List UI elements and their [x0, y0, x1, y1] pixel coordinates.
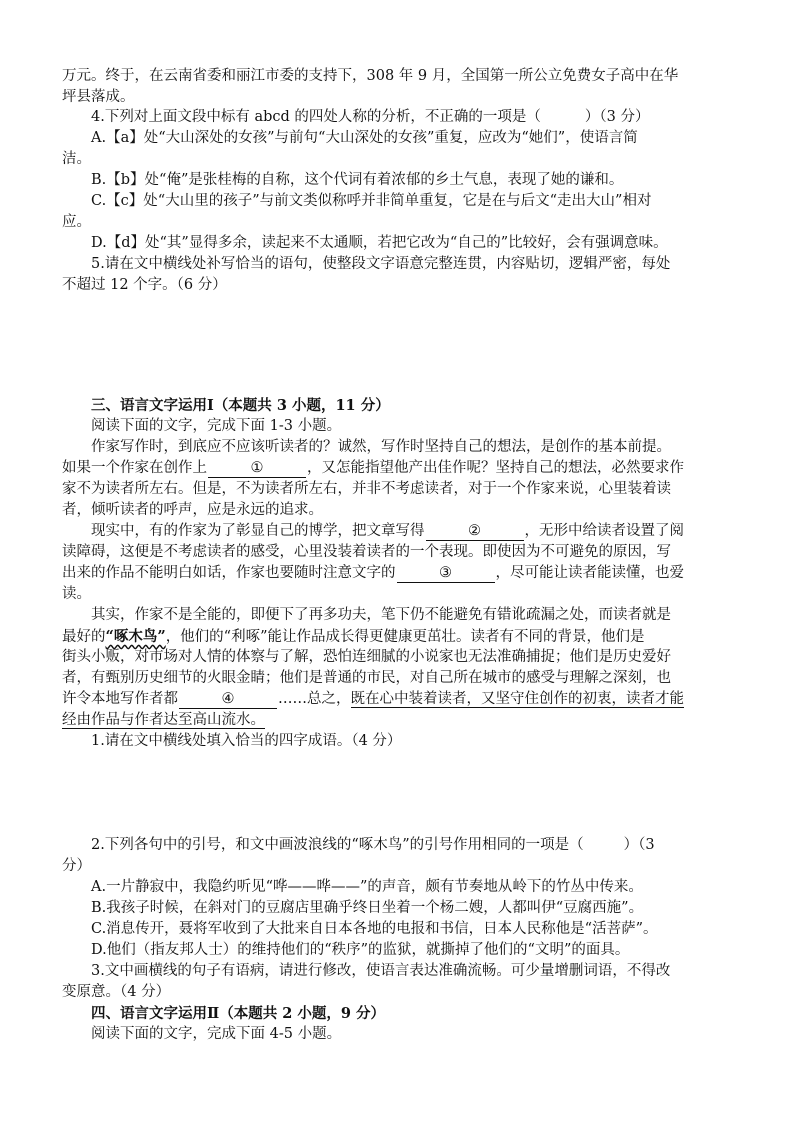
passage-line [62, 689, 684, 710]
passage-text: ，无形中给读者设置了阅 [524, 523, 684, 539]
question-4-points: ）（3 分） [584, 109, 650, 125]
section-3-intro: 阅读下面的文字，完成下面 1-3 小题。 [91, 418, 342, 434]
option-c: C.消息传开，聂将军收到了大批来自日本各地的电报和书信，日本人民称他是“活菩萨”。 [91, 921, 658, 937]
section-4-intro: 阅读下面的文字，完成下面 4-5 小题。 [91, 1026, 342, 1042]
passage-line: 作家写作时，到底应不应该听读者的？诚然，写作时坚持自己的想法，是创作的基本前提。 [91, 439, 671, 455]
option-b: B.我孩子时候，在斜对门的豆腐店里确乎终日坐着一个杨二嫂，人都叫伊“豆腐西施”。 [91, 900, 644, 916]
option-c: C.【c】处“大山里的孩子”与前文类似称呼并非简单重复，它是在与后文“走出大山”相对 [91, 193, 652, 209]
passage-line [62, 458, 684, 479]
section-3-heading: 三、语言文字运用Ⅰ（本题共 3 小题，11 分） [91, 397, 390, 414]
paragraph-line: 坪县落成。 [62, 89, 135, 105]
section-4-heading: 四、语言文字运用Ⅱ（本题共 2 小题，9 分） [91, 1005, 386, 1022]
passage-line: 其实，作家不是全能的，即便下了再多功夫，笔下仍不能避免有错讹疏漏之处，而读者就是 [91, 607, 671, 623]
passage-line [62, 563, 684, 584]
blank-1: ① [208, 459, 306, 478]
option-a: A.一片静寂中，我隐约听见“哗——哗——”的声音，颇有节奏地从岭下的竹丛中传来。 [91, 879, 643, 895]
underlined-sentence-cont: 经由作品与作者达至高山流水。 [62, 712, 265, 728]
question-2 [91, 835, 655, 856]
option-d: D.他们（指友邦人士）的维持他们的“秩序”的监狱，就撕掉了他们的“文明”的面具。 [91, 942, 630, 958]
option-a-cont: 洁。 [62, 151, 91, 167]
question-1: 1.请在文中横线处填入恰当的四字成语。（4 分） [91, 733, 402, 749]
option-a: A.【a】处“大山深处的女孩”与前句“大山深处的女孩”重复，应改为“她们”，使语言简 [91, 130, 638, 146]
passage-text: ……总之， [278, 691, 351, 707]
option-d: D.【d】处“其”显得多余，读起来不太通顺，若把它改为“自己的”比较好，会有强调意味。 [91, 235, 668, 251]
blank-2: ② [426, 522, 524, 541]
wavy-underlined-term: “啄木鸟” [105, 628, 166, 645]
question-2-points: ）（3 [623, 837, 655, 853]
question-4 [91, 107, 649, 128]
paragraph-line: 万元。终于，在云南省委和丽江市委的支持下，308 年 9 月，全国第一所公立免费女子高中在华 [62, 68, 679, 84]
passage-text: ，尽可能让读者能读懂，也爱 [495, 565, 684, 581]
question-2-cont: 分） [62, 858, 91, 874]
question-3: 3.文中画横线的句子有语病，请进行修改，使语言表达准确流畅。可少量增删词语，不得改 [91, 963, 671, 979]
passage-line [62, 626, 645, 648]
passage-text: 如果一个作家在创作上 [62, 460, 207, 476]
passage-line: 家不为读者所左右。但是，不为读者所左右，并非不考虑读者，对于一个作家来说，心里装着读 [62, 481, 671, 497]
passage-text: ，又怎能指望他产出佳作呢？坚持自己的想法，必然要求作 [307, 460, 684, 476]
passage-text: 出来的作品不能明白如话，作家也要随时注意文字的 [62, 565, 396, 581]
passage-line: 读障碍，这便是不考虑读者的感受，心里没装着读者的一个表现。即使因为不可避免的原因，写 [62, 544, 671, 560]
passage-text: 现实中，有的作家为了彰显自己的博学，把文章写得 [91, 523, 425, 539]
option-c-cont: 应。 [62, 214, 91, 230]
passage-line: 者，有甄别历史细节的火眼金睛；他们是普通的市民，对自己所在城市的感受与理解之深刻，也 [62, 670, 671, 686]
passage-text: ，他们的“利啄”能让作品成长得更健康更茁壮。读者有不同的背景，他们是 [165, 629, 645, 645]
blank-3: ③ [397, 564, 495, 583]
passage-text: 最好的 [62, 629, 106, 645]
question-4-text: 4.下列对上面文段中标有 abcd 的四处人称的分析，不正确的一项是（ [91, 109, 541, 125]
passage-line [91, 521, 684, 542]
passage-line [62, 710, 265, 731]
passage-line: 者，倾听读者的呼声，应是永远的追求。 [62, 502, 323, 518]
passage-line: 读。 [62, 586, 91, 602]
passage-text: 许令本地写作者都 [62, 691, 178, 707]
underlined-sentence: 既在心中装着读者，又坚守住创作的初衷，读者才能 [350, 691, 684, 707]
question-2-text: 2.下列各句中的引号，和文中画波浪线的“啄木鸟”的引号作用相同的一项是（ [91, 837, 584, 853]
question-5-cont: 不超过 12 个字。（6 分） [62, 277, 227, 293]
option-b: B.【b】处“俺”是张桂梅的自称，这个代词有着浓郁的乡土气息，表现了她的谦和。 [91, 172, 624, 188]
question-5: 5.请在文中横线处补写恰当的语句，使整段文字语意完整连贯，内容贴切，逻辑严密，每处 [91, 256, 671, 272]
passage-line: 街头小贩，对市场对人情的体察与了解，恐怕连细腻的小说家也无法准确捕捉；他们是历史爱好 [62, 649, 671, 665]
blank-4: ④ [179, 690, 277, 709]
question-3-cont: 变原意。（4 分） [62, 984, 171, 1000]
